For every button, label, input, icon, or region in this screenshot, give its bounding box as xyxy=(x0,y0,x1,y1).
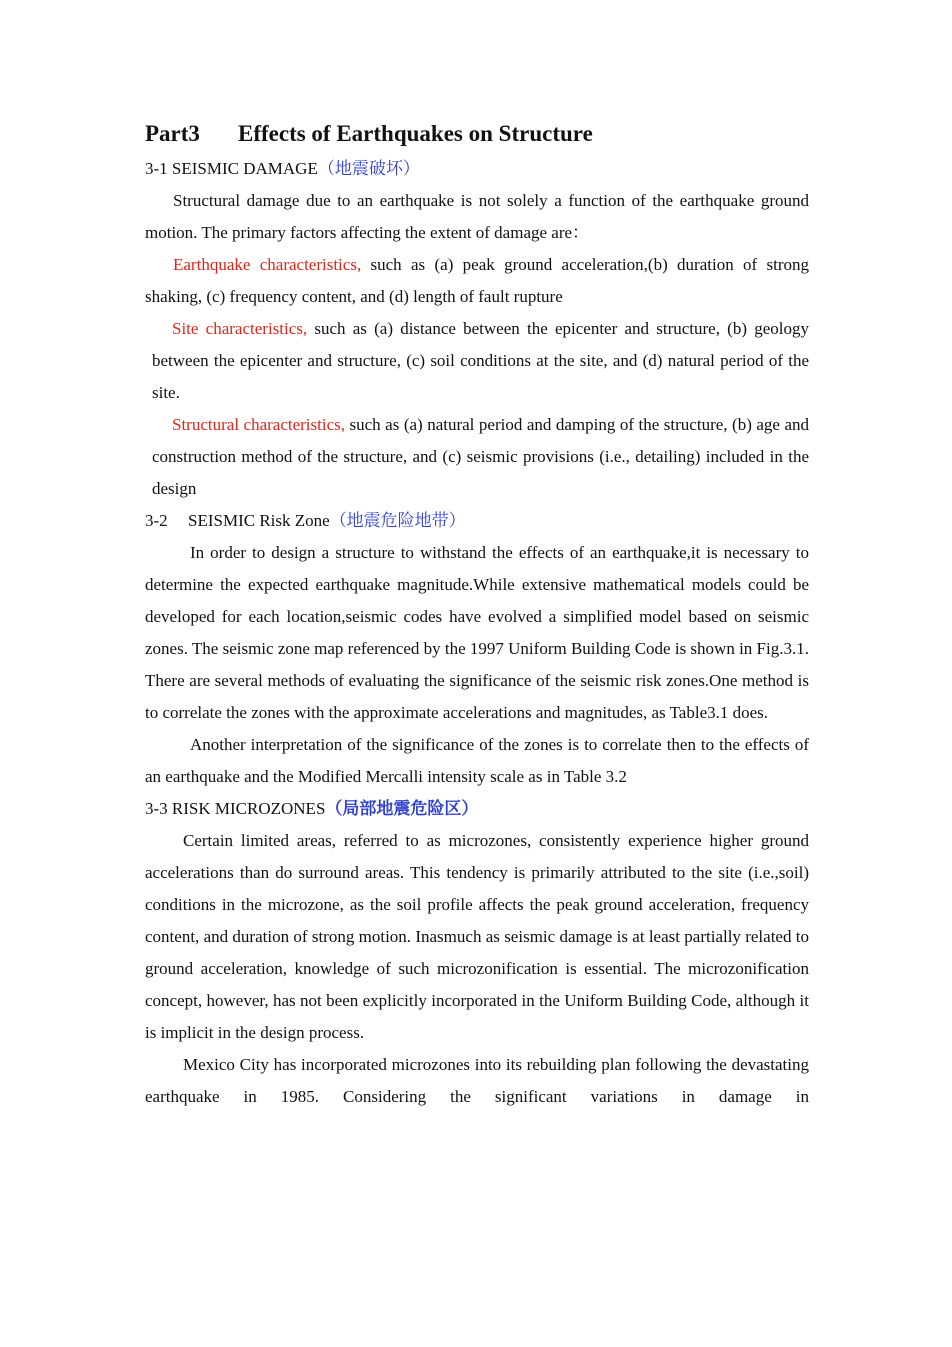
section-3-1-heading xyxy=(145,153,809,185)
site-characteristics-text: such as (a) distance between the epicenter and structure, (b) geology between the epicenter and structure, (c) soil conditions at the site, and (d) natural period of the site. xyxy=(152,319,809,402)
section-3-2-number: 3-2 xyxy=(145,511,168,530)
section-3-1-title-cn: （地震破坏） xyxy=(317,159,420,178)
document-body xyxy=(145,117,809,1113)
site-characteristics-item xyxy=(145,313,809,409)
section-3-3-heading xyxy=(145,793,809,825)
earthquake-characteristics-item xyxy=(145,249,809,313)
section-3-1-title: 3-1 SEISMIC DAMAGE xyxy=(145,159,318,178)
structural-characteristics-item xyxy=(145,409,809,505)
earthquake-characteristics-text: such as (a) peak ground acceleration,(b) duration of strong shaking, (c) frequency content, and (d) length of fault rupture xyxy=(145,255,810,306)
section-3-3-title: 3-3 RISK MICROZONES xyxy=(145,799,326,818)
section-3-2-paragraph-3: Another interpretation of the significance of the zones is to correlate then to the effects of an earthquake and the Modified Mercalli intensity scale as in Table 3.2 xyxy=(145,735,809,786)
section-3-2-heading xyxy=(145,505,809,537)
section-3-2-title-cn: （地震危险地带） xyxy=(329,511,466,530)
section-3-3-paragraph-2: Mexico City has incorporated microzones into its rebuilding plan following the devastating earthquake in 1985. Considering the significant variations in damage in xyxy=(145,1055,809,1106)
section-3-3-title-cn: （局部地震危险区） xyxy=(325,799,479,818)
site-characteristics-label: Site characteristics, xyxy=(172,319,308,338)
structural-characteristics-text: such as (a) natural period and damping of the structure, (b) age and construction method of the structure, and (c) seismic provisions (i.e., detailing) included in the design xyxy=(152,415,809,498)
section-3-3-paragraph-1: Certain limited areas, referred to as microzones, consistently experience higher ground accelerations than do surround areas. This tendency is primarily attributed to the site (i.e.,soil) conditions in the microzone, as the soil profile affects the peak ground acceleration, frequency content, and duration of strong motion. Inasmuch as seismic damage is at least partially related to ground acceleration, knowledge of such microzonification is essential. The microzonification concept, however, has not been explicitly incorporated in the Uniform Building Code, although it is implicit in the design process. xyxy=(145,831,809,1042)
part-number: Part3 xyxy=(145,121,200,146)
page-title xyxy=(145,117,809,151)
title-text: Effects of Earthquakes on Structure xyxy=(238,121,593,146)
section-3-2-title: SEISMIC Risk Zone xyxy=(188,511,330,530)
section-3-2-paragraph-2: There are several methods of evaluating the significance of the seismic risk zones.One method is to correlate the zones with the approximate accelerations and magnitudes, as Table3.1 does. xyxy=(145,671,809,722)
section-3-2-paragraph-1: In order to design a structure to withstand the effects of an earthquake,it is necessary to determine the expected earthquake magnitude.While extensive mathematical models could be developed for each location,seismic codes have evolved a simplified model based on seismic zones. The seismic zone map referenced by the 1997 Uniform Building Code is shown in Fig.3.1. xyxy=(145,543,809,658)
earthquake-characteristics-label: Earthquake characteristics, xyxy=(173,255,362,274)
section-3-1-intro: Structural damage due to an earthquake is not solely a function of the earthquake ground motion. The primary factors affecting the extent of damage are： xyxy=(145,191,809,242)
structural-characteristics-label: Structural characteristics, xyxy=(172,415,346,434)
